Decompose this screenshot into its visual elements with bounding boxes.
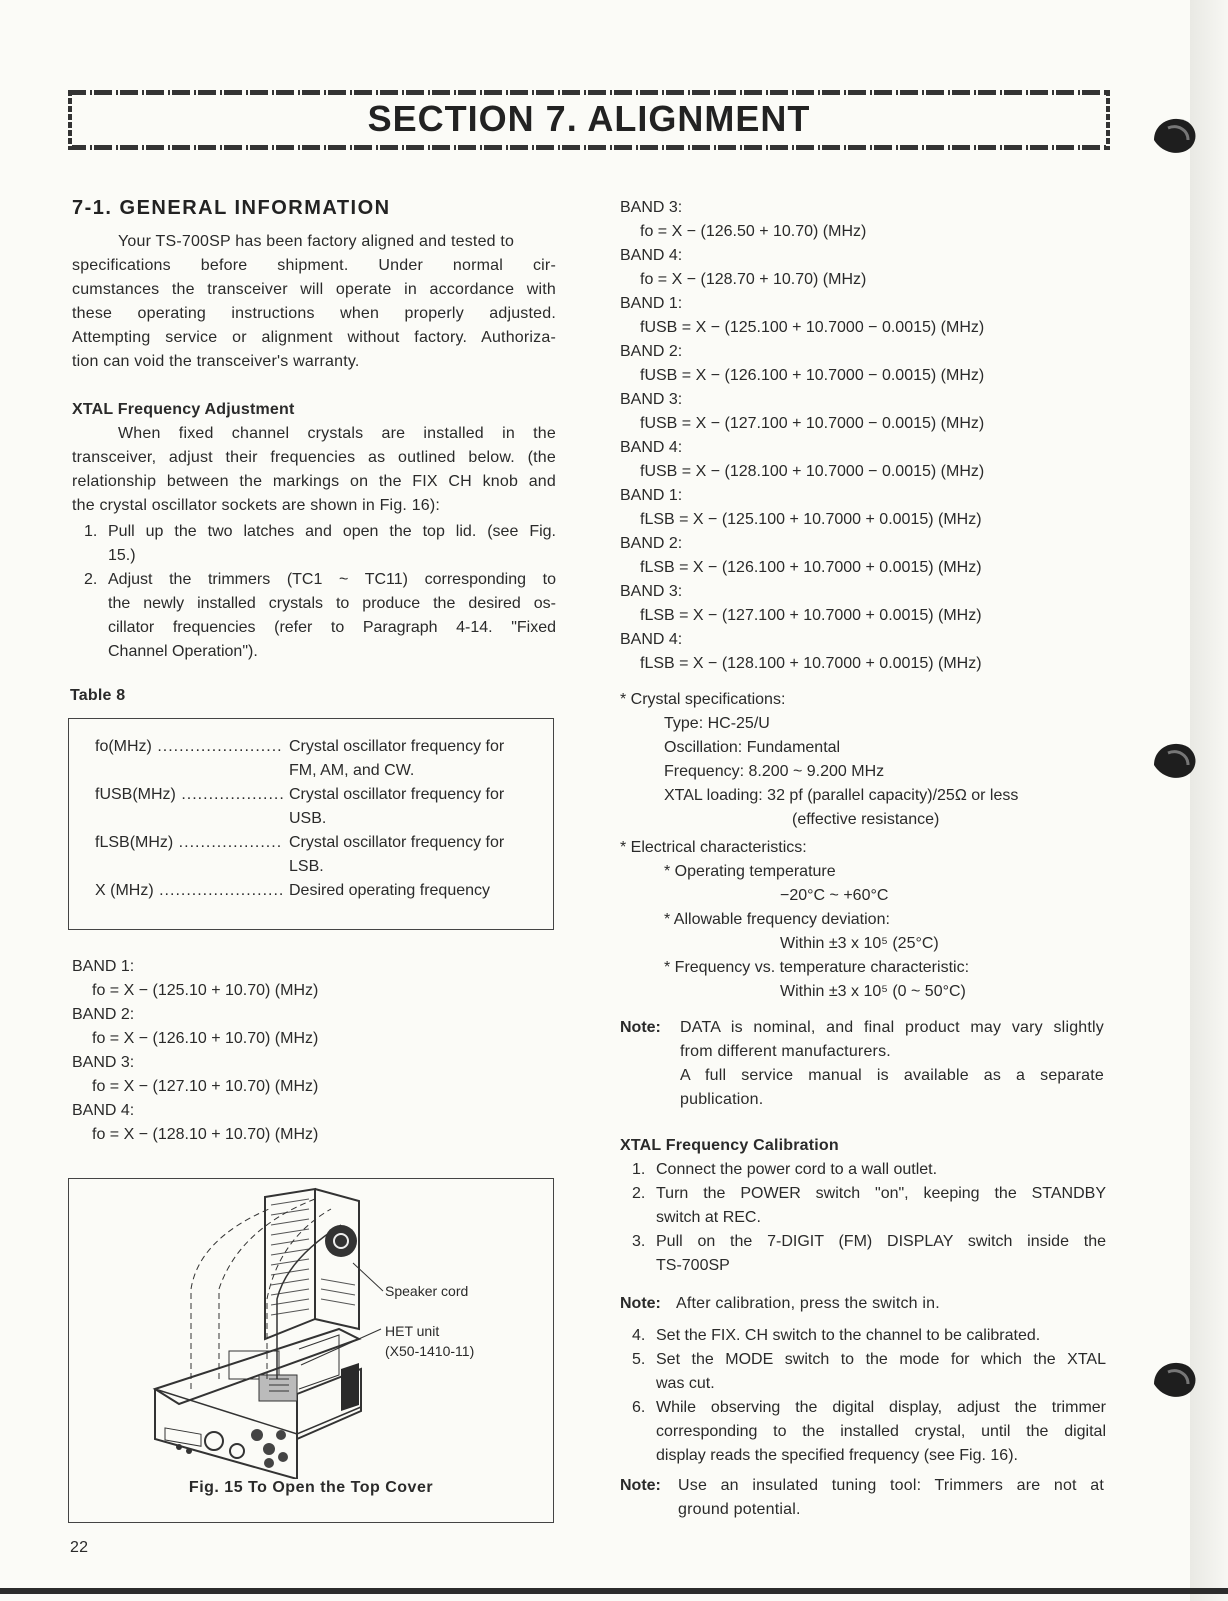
- binder-hole-icon: [1148, 1354, 1202, 1406]
- spec-title: * Electrical characteristics:: [620, 839, 807, 856]
- band-label: BAND 3:: [620, 199, 683, 216]
- band-formula: fLSB = X − (127.100 + 10.7000 + 0.0015) (MHz): [640, 607, 982, 624]
- band-label: BAND 1:: [620, 295, 683, 312]
- step-number: 2.: [632, 1185, 646, 1202]
- value-line: Desired operating frequency: [289, 882, 491, 899]
- list-item: [72, 520, 556, 568]
- band-label: BAND 2:: [620, 343, 683, 360]
- table-key: X (MHz) .....: [95, 879, 283, 903]
- value-line: LSB.: [289, 858, 324, 875]
- table-key: fLSB(MHz) .....: [95, 831, 283, 855]
- figure-15: [68, 1178, 554, 1523]
- right-band-formulas: [620, 196, 984, 676]
- spec-line: * Frequency vs. temperature characteristic:: [664, 959, 970, 976]
- text-line: ground potential.: [678, 1501, 801, 1518]
- text-line: Connect the power cord to a wall outlet.: [656, 1161, 938, 1178]
- text-line: While observing the digital display, adjust the trimmer: [656, 1399, 1106, 1416]
- table-key: fo(MHz) .....: [95, 735, 283, 759]
- spec-line: XTAL loading: 32 pf (parallel capacity)/25Ω or less: [664, 787, 1019, 804]
- spec-line: (effective resistance): [792, 811, 940, 828]
- text-line: Pull on the 7-DIGIT (FM) DISPLAY switch inside the: [656, 1233, 1106, 1250]
- step-number: 1.: [632, 1161, 646, 1178]
- step-number: 5.: [632, 1351, 646, 1368]
- text-line: publication.: [680, 1091, 764, 1108]
- callout-line: (X50-1410-11): [385, 1343, 475, 1359]
- spec-title: * Crystal specifications:: [620, 691, 786, 708]
- band-formula: fo = X − (126.50 + 10.70) (MHz): [640, 223, 867, 240]
- text-line: cumstances the transceiver will operate in accordance with: [72, 281, 556, 298]
- step-number: 1.: [84, 523, 98, 540]
- list-item: [620, 1396, 1106, 1468]
- band-label: BAND 3:: [620, 391, 683, 408]
- calibration-heading: XTAL Frequency Calibration: [620, 1137, 839, 1154]
- table-value: [289, 831, 545, 879]
- band-formula: fo = X − (127.10 + 10.70) (MHz): [92, 1078, 319, 1095]
- note-label: Note:: [620, 1019, 661, 1036]
- text-line: DATA is nominal, and final product may vary slightly: [680, 1019, 1104, 1036]
- value-line: USB.: [289, 810, 327, 827]
- text-line: Pull up the two latches and open the top lid. (see Fig.: [108, 523, 556, 540]
- step-number: 4.: [632, 1327, 646, 1344]
- band-formula: fUSB = X − (125.100 + 10.7000 − 0.0015) (MHz): [640, 319, 985, 336]
- text-line: Use an insulated tuning tool: Trimmers are not at: [678, 1477, 1104, 1494]
- band-label: BAND 4:: [620, 247, 683, 264]
- band-formula: fo = X − (128.10 + 10.70) (MHz): [92, 1126, 319, 1143]
- step-number: 3.: [632, 1233, 646, 1250]
- text-line: tion can void the transceiver's warranty.: [72, 353, 360, 370]
- text-line: Channel Operation").: [108, 643, 258, 660]
- binder-hole-icon: [1148, 110, 1202, 162]
- list-item: [620, 1182, 1106, 1230]
- section-title: SECTION 7. ALIGNMENT: [367, 98, 811, 139]
- text-line: Turn the POWER switch "on", keeping the STANDBY: [656, 1185, 1106, 1202]
- text-line: Set the FIX. CH switch to the channel to be calibrated.: [656, 1327, 1041, 1344]
- calibration-steps-b: [620, 1324, 1106, 1468]
- band-formula: fLSB = X − (126.100 + 10.7000 + 0.0015) (MHz): [640, 559, 982, 576]
- text-line: relationship between the markings on the FIX CH knob and: [72, 473, 556, 490]
- band-label: BAND 3:: [72, 1054, 135, 1071]
- value-line: Crystal oscillator frequency for: [289, 834, 505, 851]
- text-line: the newly installed crystals to produce the desired os-: [108, 595, 556, 612]
- section-banner: [68, 90, 1110, 150]
- text-line: Your TS-700SP has been factory aligned and tested to: [118, 233, 515, 250]
- adjust-steps: [72, 520, 556, 664]
- transceiver-illustration: [69, 1179, 553, 1479]
- band-label: BAND 2:: [72, 1006, 135, 1023]
- text-line: Adjust the trimmers (TC1 ~ TC11) corresponding to: [108, 571, 556, 588]
- general-paragraph: [72, 230, 556, 374]
- figure-caption: Fig. 15 To Open the Top Cover: [188, 1479, 434, 1496]
- list-item: [620, 1158, 1106, 1182]
- text-line: the crystal oscillator sockets are shown in Fig. 16):: [72, 497, 441, 514]
- speaker-cord-callout: Speaker cord: [385, 1283, 469, 1299]
- step-number: 2.: [84, 571, 98, 588]
- table-label: Table 8: [70, 687, 126, 704]
- het-unit-callout: [385, 1321, 474, 1361]
- step-number: 6.: [632, 1399, 646, 1416]
- text-line: switch at REC.: [656, 1209, 761, 1226]
- binder-hole-icon: [1148, 735, 1202, 787]
- list-item: [620, 1324, 1106, 1348]
- table-8: [68, 718, 554, 930]
- spec-value: Within ±3 x 10⁵ (0 ~ 50°C): [780, 983, 966, 1000]
- general-heading: 7-1. GENERAL INFORMATION: [72, 197, 391, 219]
- note-text: After calibration, press the switch in.: [676, 1295, 940, 1312]
- callout-line: HET unit: [385, 1323, 440, 1339]
- page-bottom-border: [0, 1588, 1228, 1594]
- spec-value: −20°C ~ +60°C: [780, 887, 889, 904]
- band-label: BAND 1:: [72, 958, 135, 975]
- spec-line: * Allowable frequency deviation:: [664, 911, 890, 928]
- band-formula: fo = X − (125.10 + 10.70) (MHz): [92, 982, 319, 999]
- text-line: transceiver, adjust their frequencies as outlined below. (the: [72, 449, 556, 466]
- band-label: BAND 2:: [620, 535, 683, 552]
- text-line: A full service manual is available as a separate: [680, 1067, 1104, 1084]
- band-formula: fUSB = X − (128.100 + 10.7000 − 0.0015) (MHz): [640, 463, 985, 480]
- band-label: BAND 4:: [72, 1102, 135, 1119]
- note-label: Note:: [620, 1477, 661, 1494]
- calibration-steps-a: [620, 1158, 1106, 1278]
- text-line: cillator frequencies (refer to Paragraph 4-14. "Fixed: [108, 619, 556, 636]
- band-label: BAND 4:: [620, 631, 683, 648]
- spec-line: Type: HC-25/U: [664, 715, 770, 732]
- crystal-specifications: [620, 688, 1106, 832]
- xtal-adjust-heading: XTAL Frequency Adjustment: [72, 401, 295, 418]
- band-formula: fLSB = X − (125.100 + 10.7000 + 0.0015) (MHz): [640, 511, 982, 528]
- list-item: [620, 1230, 1106, 1278]
- text-line: these operating instructions when properly adjusted.: [72, 305, 556, 322]
- value-line: Crystal oscillator frequency for: [289, 738, 505, 755]
- text-line: was cut.: [656, 1375, 715, 1392]
- value-line: FM, AM, and CW.: [289, 762, 415, 779]
- text-line: Attempting service or alignment without factory. Authoriza-: [72, 329, 556, 346]
- list-item: [620, 1348, 1106, 1396]
- band-formula: fo = X − (128.70 + 10.70) (MHz): [640, 271, 867, 288]
- table-value: [289, 783, 545, 831]
- band-label: BAND 3:: [620, 583, 683, 600]
- page-number: 22: [70, 1539, 89, 1556]
- note-text: [678, 1474, 1104, 1522]
- table-value: [289, 879, 545, 903]
- text-line: Set the MODE switch to the mode for which the XTAL: [656, 1351, 1106, 1368]
- band-label: BAND 4:: [620, 439, 683, 456]
- spec-value: Within ±3 x 10⁵ (25°C): [780, 935, 939, 952]
- electrical-characteristics: [620, 836, 1106, 1004]
- band-label: BAND 1:: [620, 487, 683, 504]
- list-item: [72, 568, 556, 664]
- xtal-adjust-paragraph: [72, 422, 556, 518]
- band-formula: fo = X − (126.10 + 10.70) (MHz): [92, 1030, 319, 1047]
- spec-line: * Operating temperature: [664, 863, 836, 880]
- value-line: Crystal oscillator frequency for: [289, 786, 505, 803]
- note-label: Note:: [620, 1295, 661, 1312]
- text-line: specifications before shipment. Under normal cir-: [72, 257, 556, 274]
- text-line: corresponding to the installed crystal, until the digital: [656, 1423, 1106, 1440]
- left-band-formulas: [72, 955, 318, 1147]
- text-line: TS-700SP: [656, 1257, 730, 1274]
- text-line: display reads the specified frequency (see Fig. 16).: [656, 1447, 1018, 1464]
- note-text: [680, 1016, 1104, 1112]
- spec-line: Frequency: 8.200 ~ 9.200 MHz: [664, 763, 885, 780]
- spec-line: Oscillation: Fundamental: [664, 739, 841, 756]
- band-formula: fLSB = X − (128.100 + 10.7000 + 0.0015) (MHz): [640, 655, 982, 672]
- text-line: When fixed channel crystals are installed in the: [118, 425, 556, 442]
- band-formula: fUSB = X − (126.100 + 10.7000 − 0.0015) (MHz): [640, 367, 985, 384]
- band-formula: fUSB = X − (127.100 + 10.7000 − 0.0015) (MHz): [640, 415, 985, 432]
- text-line: 15.): [108, 547, 136, 564]
- table-value: [289, 735, 545, 783]
- text-line: from different manufacturers.: [680, 1043, 891, 1060]
- table-key: fUSB(MHz) .....: [95, 783, 283, 807]
